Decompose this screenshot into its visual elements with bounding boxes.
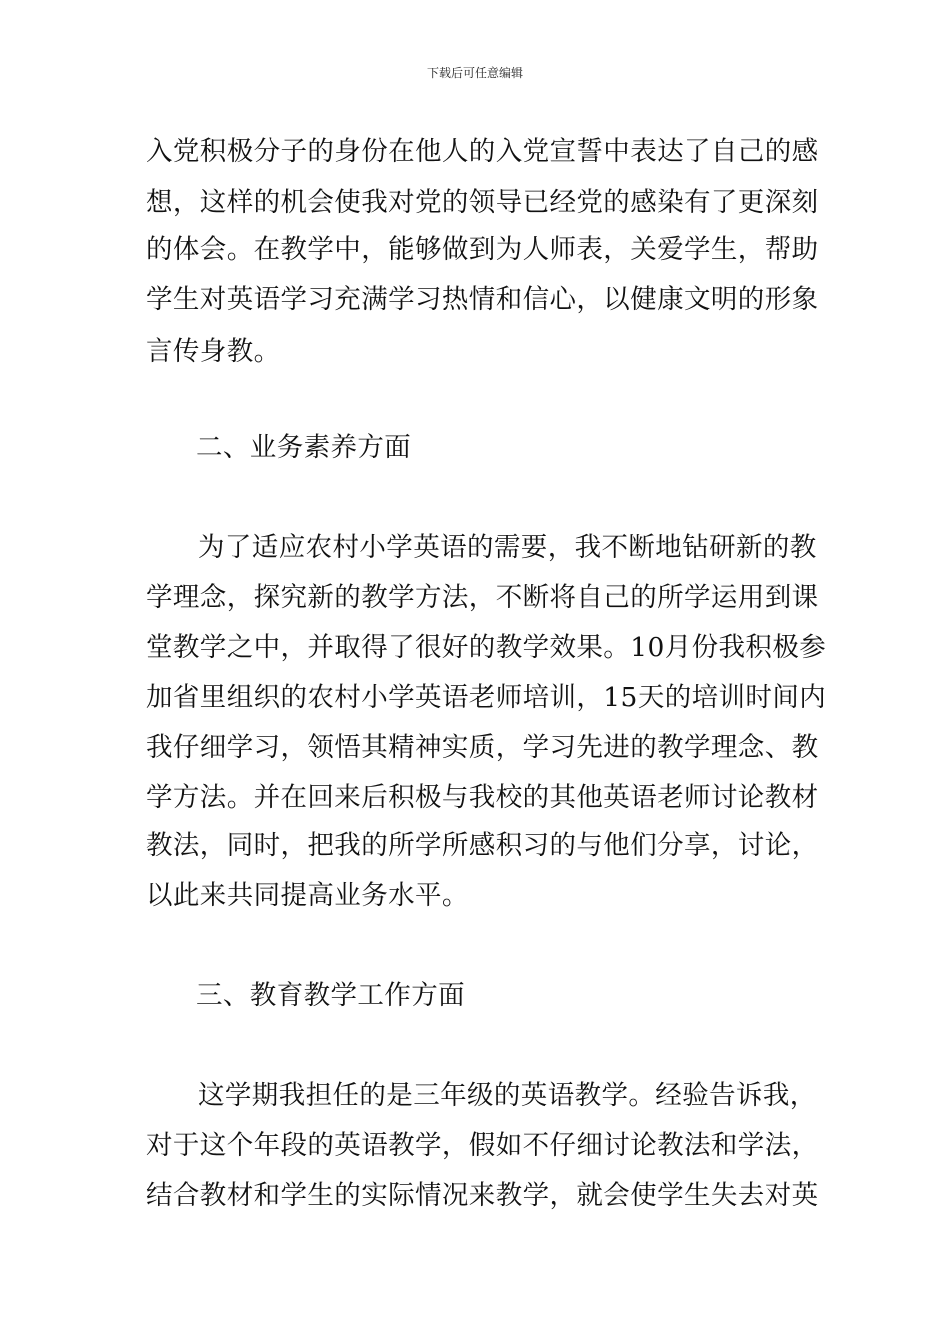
paragraph-line: 言传身教。 — [146, 336, 281, 367]
section-heading: 二、业务素养方面 — [196, 432, 412, 463]
paragraph-line: 的体会。在教学中，能够做到为人师表，关爱学生，帮助 — [146, 234, 819, 265]
paragraph-line: 教法，同时，把我的所学所感积习的与他们分享，讨论， — [146, 830, 819, 861]
section-heading: 三、教育教学工作方面 — [196, 980, 465, 1011]
paragraph-line: 学生对英语学习充满学习热情和信心，以健康文明的形象 — [146, 284, 819, 315]
page-header-note: 下载后可任意编辑 — [426, 66, 523, 80]
paragraph-line: 想，这样的机会使我对党的领导已经党的感染有了更深刻 — [146, 187, 819, 218]
paragraph-line: 学方法。并在回来后积极与我校的其他英语老师讨论教材 — [146, 782, 819, 813]
paragraph-line: 我仔细学习，领悟其精神实质，学习先进的教学理念、教 — [146, 732, 819, 763]
paragraph-line: 学理念，探究新的教学方法，不断将自己的所学运用到课 — [146, 582, 819, 613]
paragraph-line: 这学期我担任的是三年级的英语教学。经验告诉我， — [198, 1080, 817, 1111]
paragraph-line: 入党积极分子的身份在他人的入党宣誓中表达了自己的感 — [146, 136, 819, 167]
paragraph-line: 对于这个年段的英语教学，假如不仔细讨论教法和学法， — [146, 1130, 819, 1161]
paragraph-line: 堂教学之中，并取得了很好的教学效果。10月份我积极参 — [146, 632, 827, 663]
paragraph-line: 加省里组织的农村小学英语老师培训，15天的培训时间内 — [146, 682, 827, 713]
paragraph-line: 为了适应农村小学英语的需要，我不断地钻研新的教 — [198, 532, 817, 563]
paragraph-line: 以此来共同提高业务水平。 — [146, 880, 469, 911]
paragraph-line: 结合教材和学生的实际情况来教学，就会使学生失去对英 — [146, 1180, 819, 1211]
